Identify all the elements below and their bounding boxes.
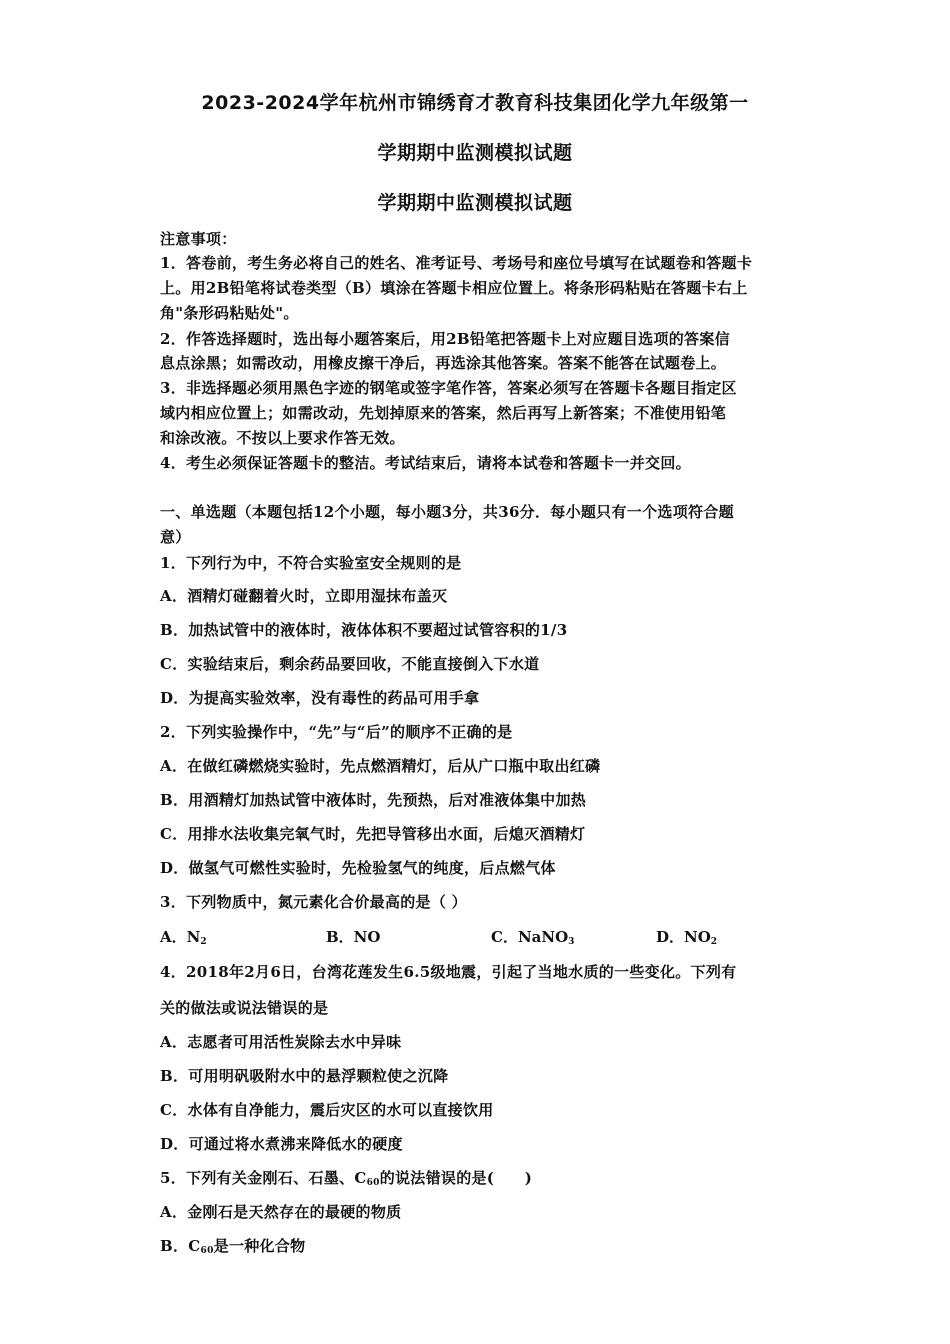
option-c: C．NaNO$_3$ bbox=[491, 928, 575, 947]
section-heading-cont: 意） bbox=[160, 528, 191, 546]
option-c: C．实验结束后，剩余药品要回收，不能直接倒入下水道 bbox=[160, 655, 540, 673]
question-stem: 2．下列实验操作中，“先”与“后”的顺序不正确的是 bbox=[160, 723, 513, 741]
notice-line: 上。用2B铅笔将试卷类型（B）填涂在答题卡相应位置上。将条形码粘贴在答题卡右上 bbox=[160, 279, 748, 297]
option-a: A．金刚石是天然存在的最硬的物质 bbox=[160, 1203, 402, 1221]
option-d: D．可通过将水煮沸来降低水的硬度 bbox=[160, 1135, 403, 1153]
notice-line: 1．答卷前，考生务必将自己的姓名、准考证号、考场号和座位号填写在试题卷和答题卡 bbox=[160, 254, 753, 272]
page-title-line2: 学期期中监测模拟试题 bbox=[377, 142, 573, 164]
page-title-line1: 2023-2024学年杭州市锦绣育才教育科技集团化学九年级第一 bbox=[201, 92, 749, 114]
section-heading: 一、单选题（本题包括12个小题，每小题3分，共36分．每小题只有一个选项符合题 bbox=[160, 503, 734, 521]
notice-line: 角"条形码粘贴处"。 bbox=[160, 304, 299, 322]
notice-line: 3．非选择题必须用黑色字迹的钢笔或签字笔作答，答案必须写在答题卡各题目指定区 bbox=[160, 379, 737, 397]
notice-line: 域内相应位置上；如需改动，先划掉原来的答案，然后再写上新答案；不准使用铅笔 bbox=[160, 404, 727, 422]
option-a: A．在做红磷燃烧实验时，先点燃酒精灯，后从广口瓶中取出红磷 bbox=[160, 757, 601, 775]
option-d: D．为提高实验效率，没有毒性的药品可用手拿 bbox=[160, 689, 480, 707]
option-c: C．用排水法收集完氧气时，先把导管移出水面，后熄灭酒精灯 bbox=[160, 825, 586, 843]
notice-line: 2．作答选择题时，选出每小题答案后，用2B铅笔把答题卡上对应题目选项的答案信 bbox=[160, 330, 730, 348]
option-c: C．水体有自净能力，震后灾区的水可以直接饮用 bbox=[160, 1101, 494, 1119]
option-b: B．加热试管中的液体时，液体体积不要超过试管容积的1/3 bbox=[160, 621, 568, 639]
page-subtitle: 学期期中监测模拟试题 bbox=[377, 192, 573, 214]
option-b: B．用酒精灯加热试管中液体时，先预热，后对准液体集中加热 bbox=[160, 791, 587, 809]
option-b: B．NO bbox=[326, 928, 381, 946]
question-stem: 1．下列行为中，不符合实验室安全规则的是 bbox=[160, 554, 462, 572]
notice-line: 和涂改液。不按以上要求作答无效。 bbox=[160, 429, 405, 447]
question-stem-cont: 关的做法或说法错误的是 bbox=[160, 999, 329, 1017]
option-a: A．志愿者可用活性炭除去水中异味 bbox=[160, 1033, 402, 1051]
notice-line: 4．考生必须保证答题卡的整洁。考试结束后，请将本试卷和答题卡一并交回。 bbox=[160, 454, 691, 472]
option-b: B．可用明矾吸附水中的悬浮颗粒使之沉降 bbox=[160, 1067, 449, 1085]
question-stem: 4．2018年2月6日，台湾花莲发生6.5级地震，引起了当地水质的一些变化。下列有 bbox=[160, 963, 737, 981]
notice-heading: 注意事项： bbox=[160, 230, 237, 248]
option-d: D．做氢气可燃性实验时，先检验氢气的纯度，后点燃气体 bbox=[160, 859, 556, 877]
notice-line: 息点涂黑；如需改动，用橡皮擦干净后，再选涂其他答案。答案不能答在试题卷上。 bbox=[160, 354, 727, 372]
question-stem: 5．下列有关金刚石、石墨、$C_{60}$的说法错误的是( ) bbox=[160, 1169, 533, 1188]
question-stem: 3．下列物质中，氮元素化合价最高的是（ ） bbox=[160, 893, 467, 911]
option-a: A．酒精灯碰翻着火时，立即用湿抹布盖灭 bbox=[160, 587, 448, 605]
option-d: D．$NO_2$ bbox=[656, 928, 718, 947]
option-a: A．$N_2$ bbox=[160, 928, 207, 947]
option-b: B．$C_{60}$是一种化合物 bbox=[160, 1237, 306, 1256]
